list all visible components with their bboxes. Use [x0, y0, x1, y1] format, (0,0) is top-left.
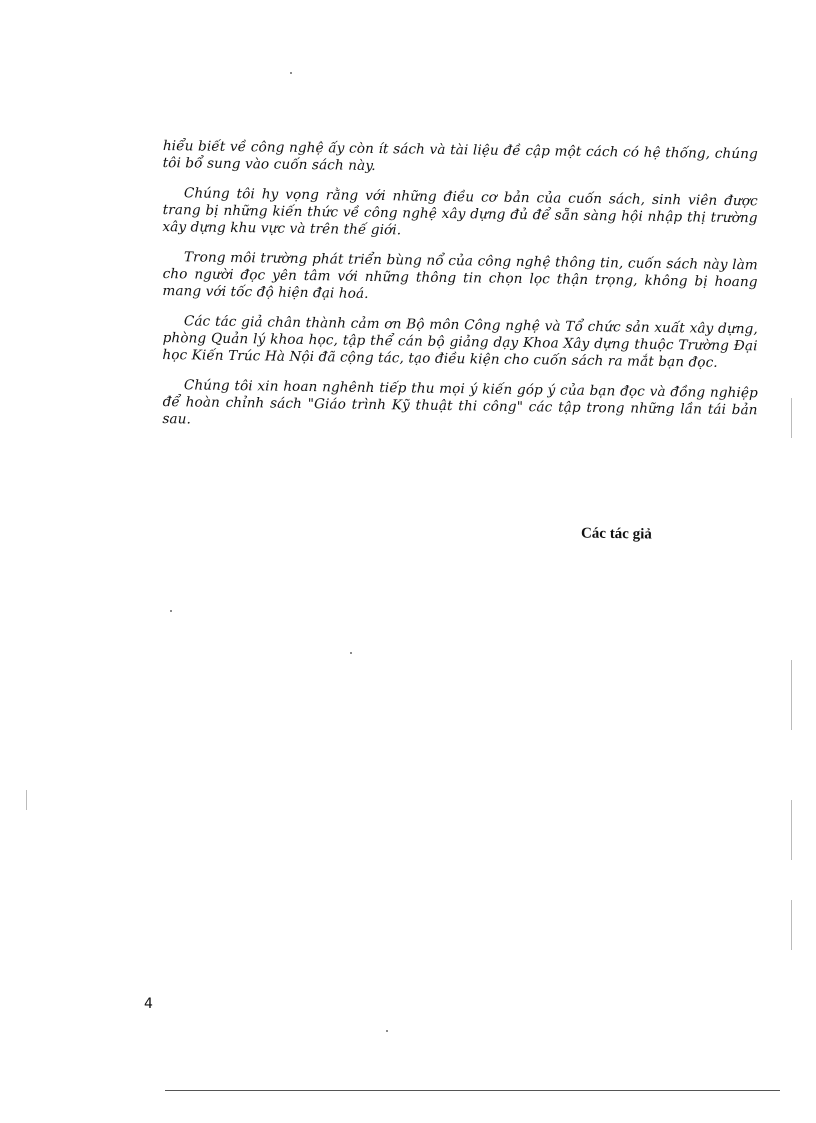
- scan-speck: [350, 652, 352, 654]
- body-text: [163, 138, 758, 441]
- paragraph-acknowledgements: Các tác giả chân thành cảm ơn Bộ môn Công nghệ và Tổ chức sản xuất xây dựng, phòng Quản lý khoa học, tập thể cán bộ giảng dạy Khoa Xây dựng thuộc Trường Đại học Kiến Trúc Hà Nội đã cộng tác, tạo điều kiện cho cuốn sách ra mắt bạn đọc.: [162, 313, 758, 371]
- scan-edge-artifact: [791, 398, 792, 438]
- scan-edge-artifact: [791, 800, 792, 860]
- scan-speck: [170, 610, 172, 612]
- footer-rule: [165, 1090, 780, 1091]
- scan-speck: [386, 1030, 388, 1032]
- paragraph-continuation: hiểu biết về công nghệ ấy còn ít sách và tài liệu đề cập một cách có hệ thống, chúng tôi bổ sung vào cuốn sách này.: [162, 138, 758, 174]
- scan-edge-artifact: [791, 900, 792, 950]
- page-number: 4: [144, 996, 153, 1012]
- paragraph-information-age: Trong môi trường phát triển bùng nổ của công nghệ thông tin, cuốn sách này làm cho người đọc yên tâm với những thông tin chọn lọc thận trọng, không bị hoang mang với tốc độ hiện đại hoá.: [162, 249, 758, 302]
- paragraph-feedback: Chúng tôi xin hoan nghênh tiếp thu mọi ý kiến góp ý của bạn đọc và đồng nghiệp để hoàn chỉnh sách "Giáo trình Kỹ thuật thi công" các tập trong những lần tái bản sau.: [162, 377, 758, 428]
- scan-edge-artifact: [26, 790, 27, 810]
- scan-edge-artifact: [791, 660, 792, 730]
- paragraph-hope: Chúng tôi hy vọng rằng với những điều cơ bản của cuốn sách, sinh viên được trang bị những kiến thức về công nghệ xây dựng đủ để sẵn sàng hội nhập thị trường xây dựng khu vực và trên thế giới.: [162, 185, 758, 239]
- signature: Các tác giả: [580, 525, 652, 543]
- scan-speck: [290, 72, 292, 74]
